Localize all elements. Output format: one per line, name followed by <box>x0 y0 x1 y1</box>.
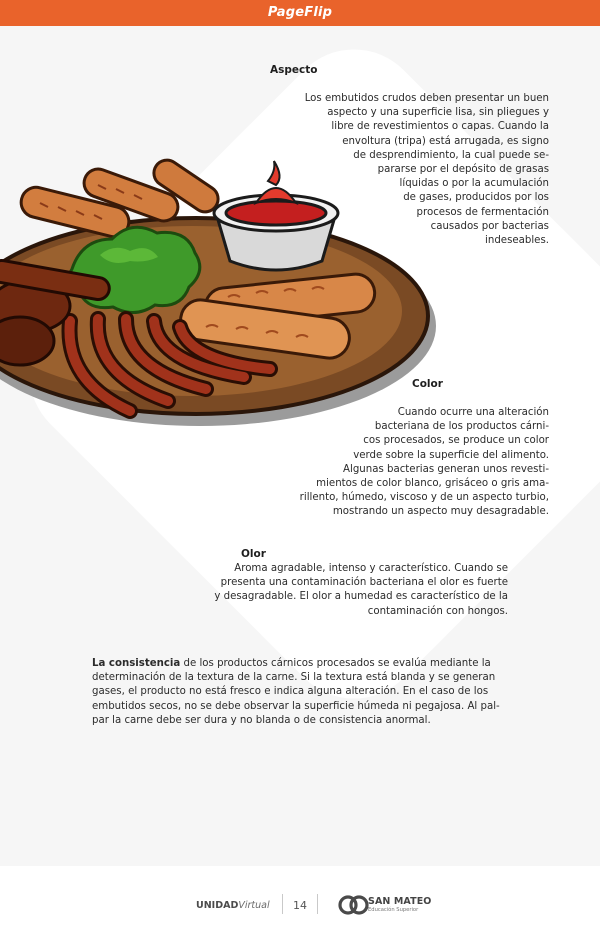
footer-divider <box>282 894 283 914</box>
text-line: contaminación con hongos. <box>367 605 508 617</box>
brand-subtitle: Educación Superior <box>368 907 419 913</box>
text-line: Cuando ocurre una alteración <box>397 407 549 418</box>
unidad-virtual-logo <box>196 900 270 911</box>
text-line: de desprendimiento, la cual puede se- <box>353 149 549 161</box>
text-line: causados por bacterias <box>430 220 549 232</box>
page-number: 14 <box>293 899 307 912</box>
text-line: mientos de color blanco, grisáceo o gris ama- <box>316 478 549 490</box>
brand-name: SAN MATEO <box>368 896 432 907</box>
text-line: Los embutidos crudos deben presentar un buen <box>304 93 549 104</box>
text-line: Aroma agradable, intenso y característico. Cuando se <box>234 563 508 574</box>
unidad-bold: UNIDAD <box>196 900 239 911</box>
text-line: gases, el producto no está fresco e indica alguna alteración. En el caso de los <box>92 686 489 698</box>
text-line: indeseables. <box>485 235 549 247</box>
text-line: rillento, húmedo, viscoso y de un aspecto turbio, <box>299 492 549 504</box>
text-line: de gases, producidos por los <box>403 192 549 204</box>
footer-divider <box>317 894 318 914</box>
text-line: procesos de fermentación <box>416 206 549 218</box>
text-line: aspecto y una superficie lisa, sin pliegues y <box>327 107 549 119</box>
text-line: y desagradable. El olor a humedad es característico de la <box>214 591 508 603</box>
text-line: mostrando un aspecto muy desagradable. <box>332 506 549 518</box>
text-line: Algunas bacterias generan unos revesti- <box>343 463 549 475</box>
document-page <box>0 26 600 866</box>
text-line: envoltura (tripa) está arrugada, es signo <box>342 135 549 147</box>
heading-aspecto: Aspecto <box>270 64 318 76</box>
consistencia-paragraph <box>92 657 502 728</box>
unidad-light: Virtual <box>238 900 270 911</box>
text-line: cos procesados, se produce un color <box>363 435 549 447</box>
text-line: libre de revestimientos o capas. Cuando la <box>331 121 549 133</box>
color-paragraph <box>240 406 549 520</box>
page-footer <box>0 866 600 950</box>
text-line: líquidas o por la acumulación <box>399 178 549 190</box>
app-title: PageFlip <box>267 5 333 20</box>
text-line: par la carne debe ser dura y no blanda o de consistencia anormal. <box>92 714 431 726</box>
olor-paragraph <box>150 562 508 619</box>
heading-color: Color <box>412 378 443 390</box>
text-line: bacteriana de los productos cárni- <box>374 421 549 433</box>
text-line: presenta una contaminación bacteriana el olor es fuerte <box>220 577 508 589</box>
text-line: determinación de la textura de la carne. Si la textura está blanda y se generan <box>92 672 496 684</box>
heading-olor: Olor <box>241 548 266 560</box>
text-line: verde sobre la superficie del alimento. <box>353 449 549 461</box>
text-line: de los productos cárnicos procesados se evalúa mediante la <box>180 658 491 669</box>
text-line: pararse por el depósito de grasas <box>377 164 549 176</box>
consistencia-lead: La consistencia <box>92 658 181 669</box>
aspecto-paragraph <box>240 92 549 248</box>
top-bar <box>0 0 600 26</box>
text-line: embutidos secos, no se debe observar la superficie húmeda ni pegajosa. Al pal- <box>92 700 500 712</box>
